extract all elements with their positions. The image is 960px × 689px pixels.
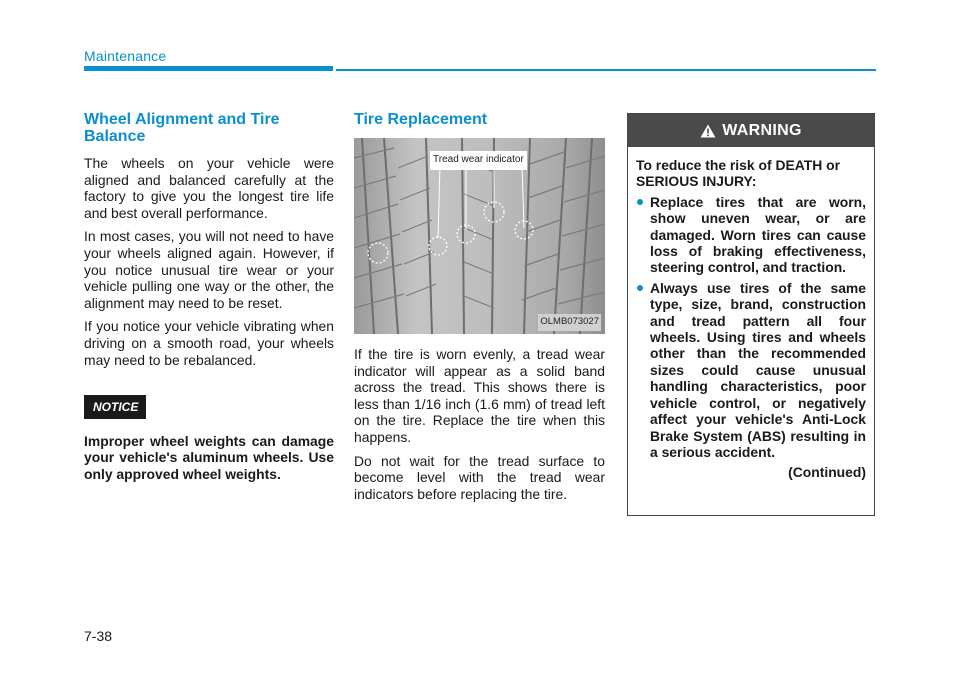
warning-triangle-icon	[700, 124, 716, 138]
bullet-icon	[637, 199, 643, 205]
left-column	[84, 111, 334, 490]
warning-list	[636, 194, 866, 461]
bullet-icon	[637, 285, 643, 291]
warning-item	[636, 280, 866, 460]
wheel-alignment-heading: Wheel Alignment and Tire Balance	[84, 111, 280, 145]
paragraph: If the tire is worn evenly, a tread wear indicator will appear as a solid band across the tread. This shows there is less than 1/16 inch (1.6 mm) of tread left on the tire. Replace the tire when this happens.	[354, 346, 605, 445]
tire-replacement-heading: Tire Replacement	[354, 111, 488, 128]
header-rule-thin	[336, 69, 876, 71]
warning-item-text: Replace tires that are worn, show uneven wear, or are damaged. Worn tires can cause loss of braking effectiveness, steering control, and traction.	[650, 193, 866, 276]
paragraph: The wheels on your vehicle were aligned and balanced carefully at the factory to give you the longest tire life and best overall performance.	[84, 155, 334, 221]
paragraph: In most cases, you will not need to have your wheels aligned again. However, if you notice unusual tire wear or your vehicle pulling one way or the other, the alignment may need to be reset.	[84, 228, 334, 311]
continued-label: (Continued)	[788, 464, 866, 481]
section-title: Maintenance	[84, 48, 167, 64]
warning-body	[628, 147, 874, 481]
warning-item	[636, 194, 866, 276]
middle-column	[354, 111, 605, 509]
warning-title: WARNING	[722, 121, 802, 139]
paragraph: If you notice your vehicle vibrating when driving on a smooth road, your wheels may need to be rebalanced.	[84, 318, 334, 368]
figure-code: OLMB073027	[538, 314, 601, 331]
tread-wear-indicator-label: Tread wear indicator	[430, 151, 527, 170]
warning-intro: To reduce the risk of DEATH or SERIOUS INJURY:	[636, 157, 841, 190]
header-rule-thick	[84, 66, 333, 71]
notice-badge: NOTICE	[84, 395, 146, 419]
notice-text: Improper wheel weights can damage your vehicle's aluminum wheels. Use only approved wheel weights.	[84, 432, 334, 482]
warning-box	[627, 113, 875, 516]
warning-header	[628, 114, 874, 147]
paragraph: Do not wait for the tread surface to become level with the tread wear indicators before replacing the tire.	[354, 452, 605, 502]
warning-item-text: Always use tires of the same type, size, brand, construction and tread pattern all four wheels. Using tires and wheels other than the recommended sizes could cause unusual handling characteristics, poor vehicle control, or negatively affect your vehicle's Anti-Lock Brake System (ABS) resulting in a serious accident.	[650, 279, 866, 460]
page-number: 7-38	[84, 628, 113, 644]
tire-tread-illustration	[354, 138, 605, 334]
